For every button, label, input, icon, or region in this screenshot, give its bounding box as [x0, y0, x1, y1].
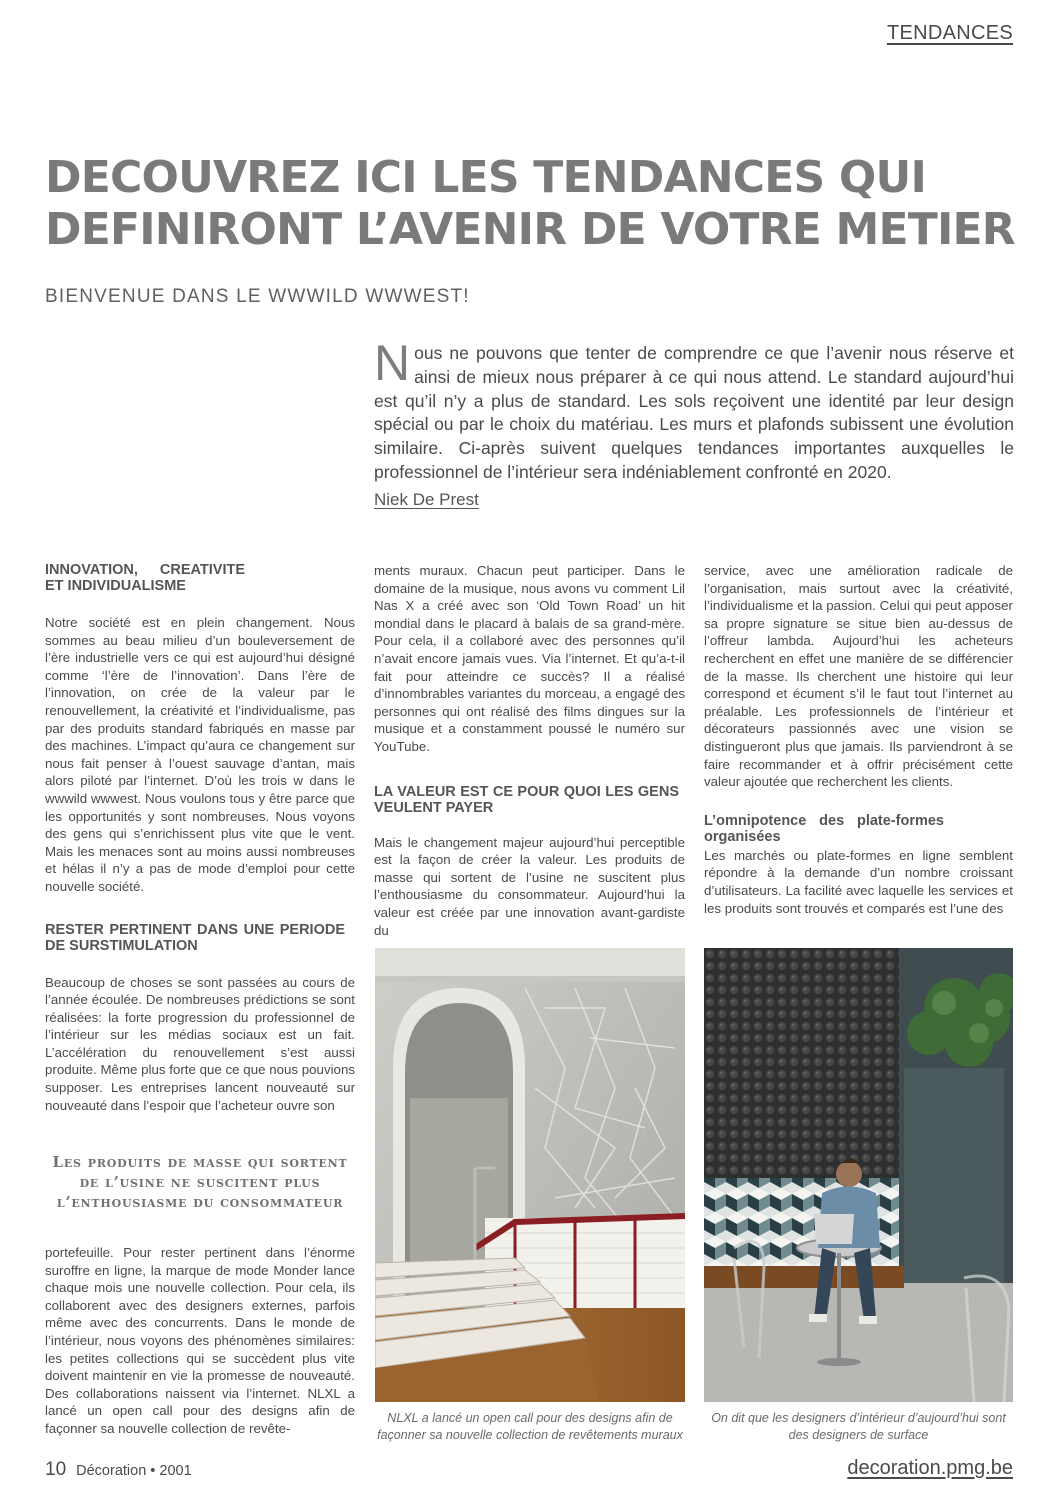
magazine-issue: Décoration • 2001: [76, 1463, 192, 1479]
photo-nlxl-staircase: [375, 948, 685, 1402]
author-byline[interactable]: Niek De Prest: [374, 490, 479, 509]
section-heading-rester-pertinent: RESTER PERTINENT DANS UNE PERIODE DE SURSTIMULATION: [45, 921, 345, 954]
pull-quote: Les produits de masse qui sortent de l’usine ne suscitent plus l’enthousiasme du consommateur: [52, 1153, 348, 1211]
paragraph: Les marchés ou plate-formes en ligne semblent répondre à la demande d’un nombre croissant d’utilisateurs. La facilité avec laquelle les services et les produits sont trouvés et comparés est l’une des: [704, 847, 1013, 916]
section-tag[interactable]: TENDANCES: [886, 22, 1013, 44]
caption-photo-1: NLXL a lancé un open call pour des designs afin de façonner sa nouvelle collection de revêtements muraux: [377, 1411, 683, 1442]
intro-text: ous ne pouvons que tenter de comprendre ce que l’avenir nous réserve et ainsi de mieux nous préparer à ce qui nous attend. Le standard aujourd’hui est qu’il n’y a plus de standard. Les sols reçoivent une identité par leur design spécial ou par le choix du matériau. Les murs et plafonds subissent une évolution similaire. Ci-après suivent quelques tendances importantes auxquelles le professionnel de l’intérieur sera indéniablement confronté en 2020.: [374, 343, 1014, 482]
page-number: 10: [45, 1459, 67, 1480]
drop-cap: N: [374, 335, 411, 391]
page-footer-left: [45, 1459, 192, 1481]
website-link[interactable]: decoration.pmg.be: [847, 1457, 1013, 1479]
section-heading-innovation: INNOVATION, CREATIVITE ET INDIVIDUALISME: [45, 562, 245, 594]
caption-photo-2: On dit que les designers d’intérieur d’aujourd’hui sont des designers de surface: [711, 1411, 1006, 1442]
column-3: [704, 562, 1013, 917]
paragraph: ments muraux. Chacun peut participer. Dans le domaine de la musique, nous avons vu comment Lil Nas X a créé avec son ‘Old Town Road’ un hit mondial dans le placard à balais de sa grand-mère. Pour cela, il a collaboré avec des personnes qu’il n’avait encore jamais vues. Via l’internet. Et qu’a-t-il fait pour atteindre ce succès? Il a réalisé d’innombrables variantes du morceau, a engagé des personnes qui ont réalisé des films dingues sur la musique et a constamment poussé le numéro sur YouTube.: [374, 563, 685, 754]
paragraph: Beaucoup de choses se sont passées au cours de l’année écoulée. De nombreuses prédictions se sont réalisées: la forte progression du professionnel de l’intérieur sur les médias sociaux est un fait. L’accélération du renouvellement s’est aussi produite. Même plus forte que ce que nous pouvions supposer. Les entreprises lancent nouveauté sur nouveauté dans l’espoir que l’acheteur ouvre son: [45, 974, 355, 1113]
section-heading-plateformes: L’omnipotence des plate-formes organisées: [704, 812, 944, 845]
intro-paragraph: [374, 335, 1014, 485]
column-1-top: [45, 562, 355, 1114]
page-title: DECOUVREZ ICI LES TENDANCES QUI DEFINIRONT L’AVENIR DE VOTRE METIER: [45, 152, 1015, 255]
page-subtitle: BIENVENUE DANS LE WWWILD WWWEST!: [45, 286, 470, 307]
staircase-illustration: [375, 948, 685, 1402]
paragraph: Notre société est en plein changement. Nous sommes au beau milieu d’un bouleversement de l’ère industrielle vers ce qui est aujourd’hui désigné comme ‘l’ère de l’innovation’. Dans l’ère de l’innovation, on crée de la valeur par le renouvellement, la créativité et l’individualisme, pas par des produits standard fabriqués en masse par des machines. L’impact qu’aura ce changement sur nous fait penser à l’ouest sauvage d’antan, mais alors piloté par l’internet. D’où les trois w dans le wwwild wwwest. Nous voulons tous y être parce que les opportunités y sont nombreuses. Nous voyons des gens qui s’enrichissent plus vite que le vent. Mais les menaces sont au moins aussi nombreuses et hélas il n’y a pas de mode d’emploi pour cette nouvelle société.: [45, 615, 355, 894]
paragraph: portefeuille. Pour rester pertinent dans l’énorme suroffre en ligne, la marque de mode Monder lance chaque mois une nouvelle collection. Pour cela, ils collaborent avec des designers externes, parfois même avec des concurrents. Dans le monde de l’intérieur, nous voyons des phénomènes similaires: les petites collections qui se succèdent plus vite doivent maintenir en vie la promesse de nouveauté. Des collaborations naissent via l’internet. NLXL a lancé un open call pour des designs afin de façonner sa nouvelle collection de revête-: [45, 1245, 355, 1436]
paragraph: service, avec une amélioration radicale de l’organisation, mais surtout avec la créativité, l’individualisme et la passion. Celui qui peut apposer sa propre signature se situe bien au-dessus de l’offreur lambda. Aujourd’hui les acheteurs recherchent en effet une manière de se différencier de la masse. Ils cherchent une histoire qui leur correspond et écument s’il le faut tout l’internet au préalable. Les professionnels de l’intérieur et décorateurs passionnés avec une vision se distingueront plus que jamais. Ils parviendront à se faire recommander et à offrir précisément cette valeur ajoutée que recherchent les clients.: [704, 563, 1013, 790]
paragraph: Mais le changement majeur aujourd’hui perceptible est la façon de créer la valeur. Les produits de masse qui sortent de l’usine ne suscitent plus l’enthousiasme du consommateur. Aujourd’hui la valeur est créée par une innovation avant-gardiste du: [374, 834, 685, 938]
section-heading-valeur: LA VALEUR EST CE POUR QUOI LES GENS VEULENT PAYER: [374, 783, 679, 816]
photo-man-laptop: [704, 948, 1013, 1402]
cafe-illustration: [704, 948, 1013, 1402]
column-1-bottom: [45, 1244, 355, 1438]
column-2: [374, 562, 685, 939]
